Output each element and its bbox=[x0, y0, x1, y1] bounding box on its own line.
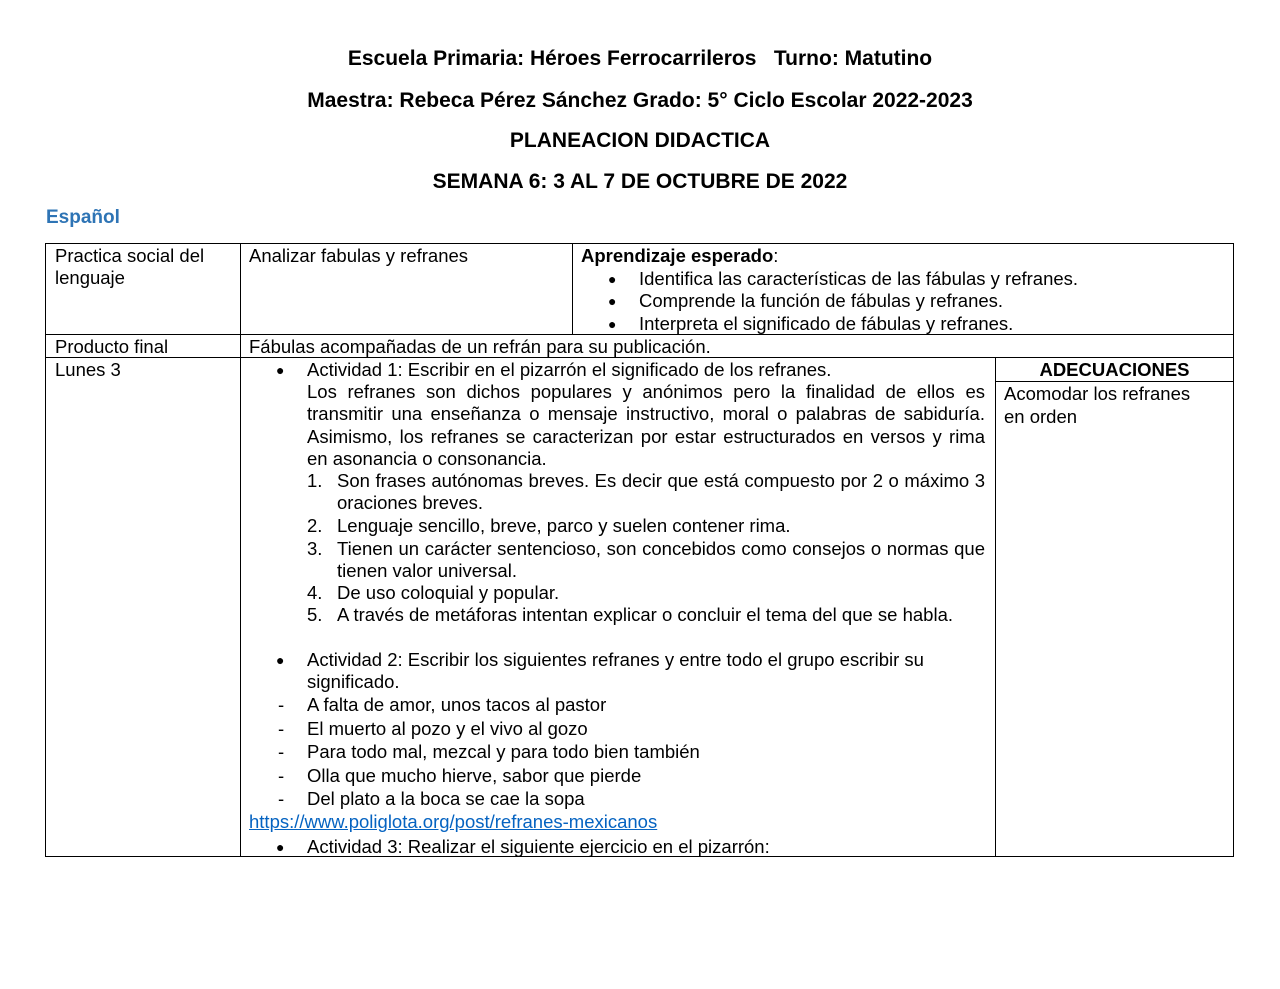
activity-3: Actividad 3: Realizar el siguiente ejercicio en el pizarrón: bbox=[307, 836, 770, 857]
refran-item: Para todo mal, mezcal y para todo bien también bbox=[307, 741, 700, 762]
teacher-line: Maestra: Rebeca Pérez Sánchez Grado: 5° Ciclo Escolar 2022-2023 bbox=[307, 89, 973, 112]
list-item: A través de metáforas intentan explicar o concluir el tema del que se habla. bbox=[337, 604, 953, 625]
refranes-link[interactable]: https://www.poliglota.org/post/refranes-mexicanos bbox=[249, 811, 658, 832]
subject-heading: Español bbox=[46, 207, 120, 228]
expected-learning-colon: : bbox=[773, 245, 779, 266]
adecuaciones-text-cont: en orden bbox=[1004, 406, 1078, 427]
learning-item: Identifica las características de las fábulas y refranes. bbox=[639, 268, 1079, 289]
adecuaciones-text: Acomodar los refranes bbox=[1004, 383, 1191, 404]
adecuaciones-heading: ADECUACIONES bbox=[1039, 359, 1190, 380]
activity-2-cont: significado. bbox=[307, 671, 400, 692]
school-title: Escuela Primaria: Héroes Ferrocarrileros Turno: Matutino bbox=[347, 47, 933, 70]
dash-marker: - bbox=[278, 765, 285, 786]
refran-item: Olla que mucho hierve, sabor que pierde bbox=[307, 765, 642, 786]
list-number: 3. bbox=[307, 538, 323, 559]
expected-learning-label: Aprendizaje esperado bbox=[581, 245, 774, 266]
refran-item: El muerto al pozo y el vivo al gozo bbox=[307, 718, 588, 739]
dash-marker: - bbox=[278, 694, 285, 715]
activity-1: Actividad 1: Escribir en el pizarrón el significado de los refranes. bbox=[307, 359, 832, 380]
social-practice-label: Practica social del bbox=[55, 245, 205, 266]
list-item: Son frases autónomas breves. Es decir que está compuesto por 2 o máximo 3 oraciones breves. bbox=[337, 470, 985, 514]
refranes-paragraph: Los refranes son dichos populares y anónimos pero la finalidad de ellos es transmitir una enseñanza o mensaje instructivo, moral o palabras de sabiduría. Asimismo, los refranes se caracterizan por estar estructurados en versos y rima en asonancia o consonancia. bbox=[307, 381, 985, 470]
bullet-icon: ● bbox=[276, 652, 285, 668]
list-number: 5. bbox=[307, 604, 323, 625]
final-product-value: Fábulas acompañadas de un refrán para su publicación. bbox=[249, 336, 711, 357]
learning-item: Interpreta el significado de fábulas y refranes. bbox=[639, 313, 1014, 334]
list-number: 1. bbox=[307, 470, 323, 491]
social-practice-topic: Analizar fabulas y refranes bbox=[249, 245, 469, 266]
bullet-icon: ● bbox=[276, 839, 285, 855]
refran-item: A falta de amor, unos tacos al pastor bbox=[307, 694, 607, 715]
bullet-icon: ● bbox=[276, 362, 285, 378]
week-title: SEMANA 6: 3 AL 7 DE OCTUBRE DE 2022 bbox=[432, 170, 848, 193]
list-item: Lenguaje sencillo, breve, parco y suelen contener rima. bbox=[337, 515, 791, 536]
bullet-icon: ● bbox=[608, 316, 617, 332]
expected-learning-heading bbox=[581, 245, 778, 267]
bullet-icon: ● bbox=[608, 293, 617, 309]
list-item: Tienen un carácter sentencioso, son concebidos como consejos o normas que tienen valor universal. bbox=[337, 538, 985, 582]
dash-marker: - bbox=[278, 788, 285, 809]
refran-item: Del plato a la boca se cae la sopa bbox=[307, 788, 585, 809]
list-number: 4. bbox=[307, 582, 323, 603]
list-number: 2. bbox=[307, 515, 323, 536]
dash-marker: - bbox=[278, 718, 285, 739]
social-practice-label-cont: lenguaje bbox=[55, 267, 125, 288]
plan-title: PLANEACION DIDACTICA bbox=[509, 129, 771, 152]
activity-2: Actividad 2: Escribir los siguientes refranes y entre todo el grupo escribir su bbox=[307, 649, 924, 670]
day-label: Lunes 3 bbox=[55, 359, 121, 380]
list-item: De uso coloquial y popular. bbox=[337, 582, 560, 603]
learning-item: Comprende la función de fábulas y refranes. bbox=[639, 290, 1004, 311]
dash-marker: - bbox=[278, 741, 285, 762]
bullet-icon: ● bbox=[608, 271, 617, 287]
final-product-label: Producto final bbox=[55, 336, 169, 357]
